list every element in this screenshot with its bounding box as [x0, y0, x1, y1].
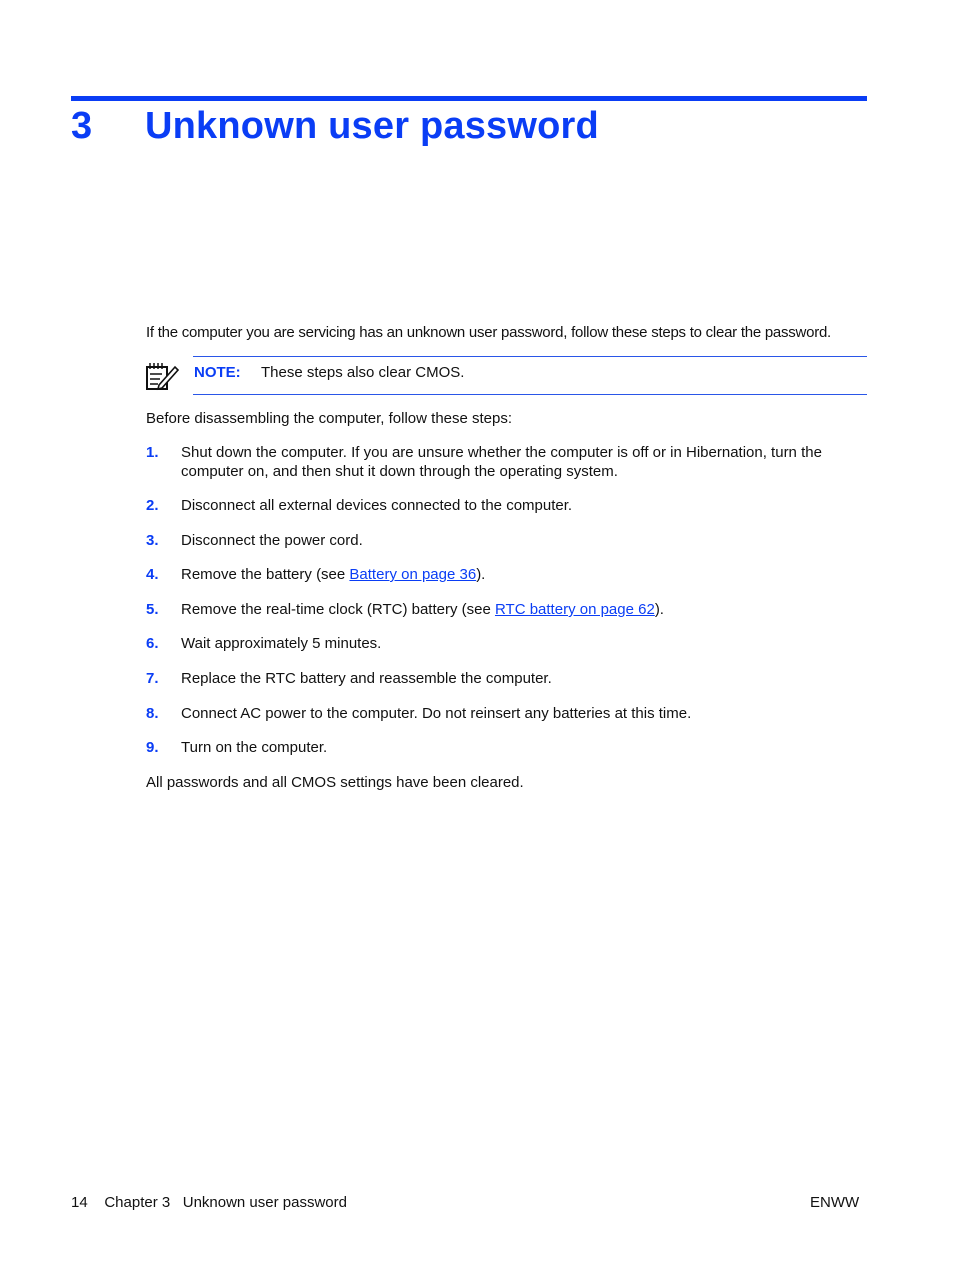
note-text: These steps also clear CMOS. — [261, 364, 465, 381]
note-top-rule — [193, 356, 867, 357]
step-text: Disconnect all external devices connected to the computer. — [181, 497, 573, 514]
step-text: Replace the RTC battery and reassemble the computer. — [181, 670, 552, 687]
footer-code: ENWW — [810, 1194, 860, 1211]
step-number: 3. — [146, 532, 159, 549]
step-number: 2. — [146, 497, 159, 514]
step-number: 7. — [146, 670, 159, 687]
battery-page-link[interactable]: Battery on page 36 — [349, 566, 477, 583]
chapter-rule — [71, 96, 867, 101]
step-number: 6. — [146, 635, 159, 652]
note-label: NOTE: — [194, 364, 241, 381]
before-steps-text: Before disassembling the computer, follow these steps: — [146, 410, 513, 427]
step-text: Connect AC power to the computer. Do not reinsert any batteries at this time. — [181, 705, 692, 722]
step-number: 9. — [146, 739, 159, 756]
step-number: 1. — [146, 444, 159, 461]
step-text: Shut down the computer. If you are unsure whether the computer is off or in Hibernation, turn the — [181, 444, 822, 461]
rtc-battery-page-link[interactable]: RTC battery on page 62 — [494, 601, 655, 618]
step-text-after: ). — [476, 566, 486, 583]
step-text: Disconnect the power cord. — [181, 532, 363, 549]
chapter-number: 3 — [71, 105, 93, 147]
step-text-before: Remove the real-time clock (RTC) battery (see — [181, 601, 495, 618]
step-number: 4. — [146, 566, 159, 583]
note-bottom-rule — [193, 394, 867, 395]
step-text: Wait approximately 5 minutes. — [181, 635, 382, 652]
intro-paragraph: If the computer you are servicing has an unknown user password, follow these steps to clear the password. — [146, 324, 831, 341]
step-text-before: Remove the battery (see — [181, 566, 350, 583]
closing-paragraph: All passwords and all CMOS settings have been cleared. — [146, 774, 524, 791]
step-text-after: ). — [654, 601, 664, 618]
step-number: 8. — [146, 705, 159, 722]
footer-page-info: 14 Chapter 3 Unknown user password — [71, 1194, 347, 1211]
step-text-continued: computer on, and then shut it down through the operating system. — [181, 463, 618, 480]
chapter-title: Unknown user password — [145, 105, 599, 147]
step-number: 5. — [146, 601, 159, 618]
step-text: Turn on the computer. — [181, 739, 328, 756]
step-text — [181, 565, 485, 584]
step-text — [181, 600, 664, 619]
note-pad-icon — [145, 361, 179, 391]
